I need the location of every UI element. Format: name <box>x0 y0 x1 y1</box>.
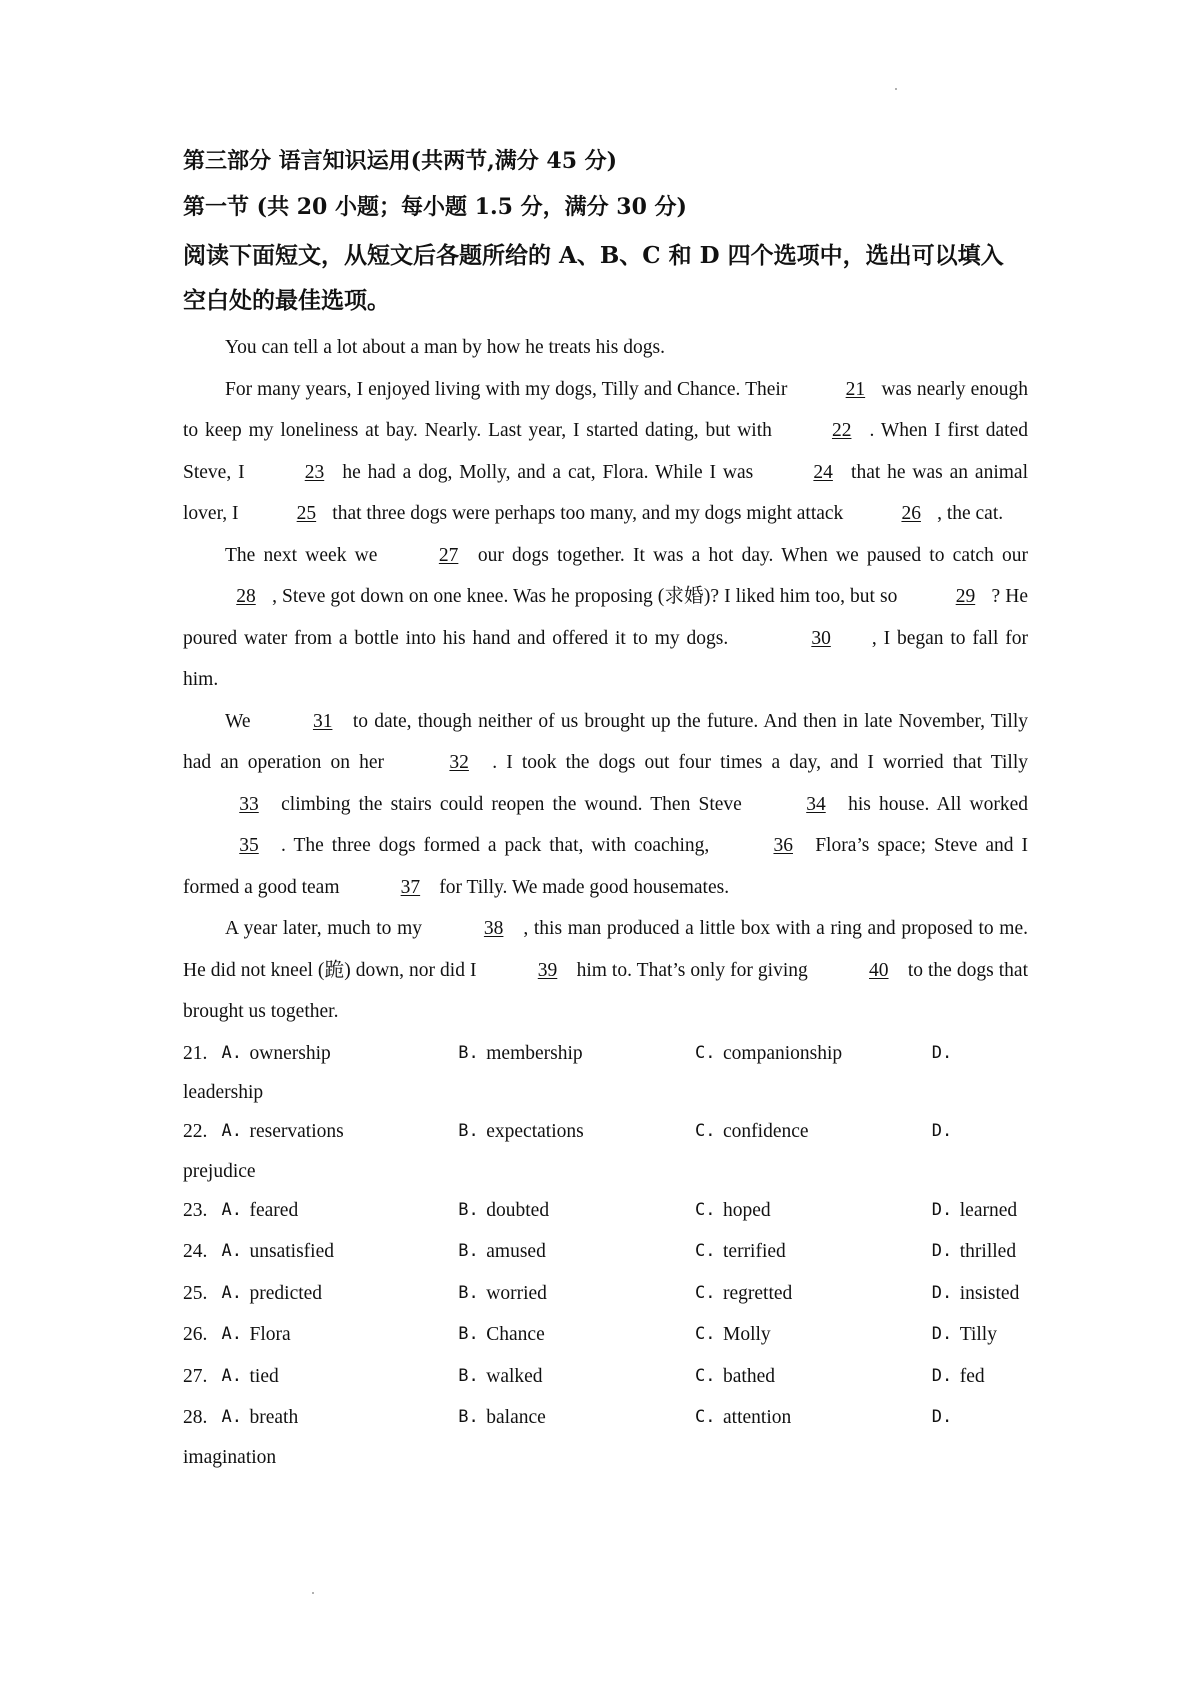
section-heading: 第一节 (共 20 小题；每小题 1.5 分，满分 30 分) <box>183 194 687 220</box>
question-row <box>183 1033 1028 1075</box>
blank-33: 33 <box>239 793 259 815</box>
option-text: bathed <box>723 1365 775 1387</box>
option-text: fed <box>959 1365 985 1387</box>
option-letter: C. <box>695 1199 716 1220</box>
blank-34: 34 <box>806 793 826 815</box>
option-text: companionship <box>723 1042 843 1064</box>
blank-21: 21 <box>845 378 866 400</box>
passage-text: was nearly enough to keep my loneliness at bay. Nearly. Last year, I started dating, but with <box>183 378 1028 441</box>
blank-23: 23 <box>304 461 325 483</box>
passage-text: to date, though neither of us brought up the future. And then in late November, Tilly had an operation on her <box>183 710 1029 773</box>
option-c[interactable] <box>695 1273 932 1315</box>
blank-27: 27 <box>438 544 459 566</box>
passage-text: that he was an animal lover, I <box>183 461 1028 524</box>
option-text: breath <box>249 1407 299 1428</box>
option-d-wrapped-text[interactable]: leadership <box>183 1082 264 1103</box>
paragraph-2 <box>183 369 1028 535</box>
question-row <box>183 1111 1028 1153</box>
blank-24: 24 <box>813 461 833 483</box>
option-text: membership <box>486 1042 583 1064</box>
option-letter: B. <box>458 1365 479 1386</box>
option-b[interactable] <box>458 1111 695 1153</box>
option-text: unsatisfied <box>249 1241 334 1262</box>
question-number: 27. <box>183 1365 208 1387</box>
option-a[interactable] <box>222 1273 459 1315</box>
option-letter: C. <box>695 1282 716 1303</box>
option-c[interactable] <box>695 1397 932 1439</box>
option-text: predicted <box>249 1282 323 1304</box>
option-text: Tilly <box>959 1324 997 1345</box>
blank-36: 36 <box>773 835 793 856</box>
option-c[interactable] <box>695 1314 932 1356</box>
option-d[interactable] <box>932 1273 1028 1315</box>
question-row <box>183 1397 1028 1439</box>
option-letter: B. <box>458 1241 479 1261</box>
option-letter: A. <box>221 1365 242 1386</box>
option-d[interactable] <box>932 1314 1028 1356</box>
option-text: feared <box>249 1199 299 1221</box>
option-letter: C. <box>695 1407 716 1427</box>
option-c[interactable] <box>695 1111 932 1153</box>
passage-text: , this man produced a little box with a ring and proposed to me. He did not kneel (跪) down, nor did I <box>183 918 1028 981</box>
option-a[interactable] <box>222 1190 459 1232</box>
option-text: insisted <box>959 1282 1020 1304</box>
option-d-wrapped-text[interactable]: imagination <box>183 1446 277 1468</box>
question-row <box>183 1190 1028 1232</box>
question-number: 28. <box>183 1407 208 1428</box>
option-letter: A. <box>221 1407 242 1427</box>
passage-text: , I began to fall for him. <box>183 627 1028 690</box>
blank-26: 26 <box>901 503 921 524</box>
passage-text: him to. That’s only for giving <box>571 959 813 981</box>
option-letter: C. <box>695 1365 716 1386</box>
option-letter: C. <box>695 1324 716 1344</box>
question-row <box>183 1356 1028 1398</box>
passage-text: for Tilly. We made good housemates. <box>434 876 730 898</box>
option-text: amused <box>486 1241 546 1262</box>
question-number: 21. <box>183 1042 208 1064</box>
option-letter: B. <box>458 1324 479 1344</box>
option-b[interactable] <box>458 1190 695 1232</box>
option-a[interactable] <box>222 1356 459 1398</box>
page-content <box>183 145 1028 1476</box>
option-text: balance <box>486 1407 546 1428</box>
option-letter: A. <box>221 1282 242 1303</box>
option-letter: D. <box>931 1324 953 1344</box>
blank-31: 31 <box>312 710 333 732</box>
option-a[interactable] <box>222 1033 459 1075</box>
blank-29: 29 <box>955 586 976 607</box>
option-b[interactable] <box>458 1273 695 1315</box>
passage-text: A year later, much to my <box>225 918 428 939</box>
passage-text: . The three dogs formed a pack that, with coaching, <box>273 835 718 856</box>
passage-text: Flora’s space; Steve and I formed a good team <box>183 835 1028 898</box>
passage-text: . I took the dogs out four times a day, and I worried that Tilly <box>483 752 1028 773</box>
option-d[interactable] <box>932 1033 1028 1075</box>
option-letter: B. <box>458 1199 479 1220</box>
passage-text: he had a dog, Molly, and a cat, Flora. While I was <box>335 461 761 483</box>
instruction-line-2: 空白处的最佳选项。 <box>183 287 390 314</box>
option-text: expectations <box>486 1121 584 1142</box>
option-d-wrapped-text[interactable]: prejudice <box>183 1160 256 1182</box>
option-letter: C. <box>695 1241 716 1261</box>
passage-text: that three dogs were perhaps too many, and my dogs might attack <box>327 503 849 524</box>
option-letter: A. <box>221 1241 242 1261</box>
option-c[interactable] <box>695 1231 932 1273</box>
option-text: tied <box>249 1365 279 1387</box>
paragraph-5 <box>183 908 1028 1033</box>
option-letter: B. <box>458 1407 479 1427</box>
option-text: doubted <box>486 1199 550 1221</box>
option-b[interactable] <box>458 1356 695 1398</box>
option-text: regretted <box>723 1282 793 1304</box>
option-letter: D. <box>931 1282 953 1303</box>
option-a[interactable] <box>222 1111 459 1153</box>
passage-text: , Steve got down on one knee. Was he proposing (求婚)? I liked him too, but so <box>267 586 903 607</box>
option-letter: B. <box>458 1121 479 1141</box>
question-number: 26. <box>183 1324 208 1345</box>
blank-39: 39 <box>537 959 558 981</box>
passage-text: our dogs together. It was a hot day. When we paused to catch our <box>469 544 1028 566</box>
option-text: ownership <box>249 1042 331 1064</box>
option-letter: A. <box>221 1042 242 1063</box>
cloze-passage <box>183 327 1028 1033</box>
option-d[interactable] <box>932 1356 1028 1398</box>
question-number: 22. <box>183 1121 208 1142</box>
option-text: learned <box>959 1199 1018 1221</box>
part-heading: 第三部分 语言知识运用(共两节,满分 45 分) <box>183 148 618 174</box>
option-d[interactable] <box>932 1397 1028 1439</box>
option-b[interactable] <box>458 1314 695 1356</box>
option-c[interactable] <box>695 1033 932 1075</box>
blank-30: 30 <box>811 627 831 649</box>
option-a[interactable] <box>222 1314 459 1356</box>
option-text: walked <box>486 1365 543 1387</box>
option-c[interactable] <box>695 1190 932 1232</box>
passage-text: ? He poured water from a bottle into his hand and offered it to my dogs. <box>183 586 1028 649</box>
option-c[interactable] <box>695 1356 932 1398</box>
passage-text: The next week we <box>225 544 386 566</box>
question-row <box>183 1273 1028 1315</box>
option-letter: C. <box>695 1042 716 1063</box>
option-b[interactable] <box>458 1397 695 1439</box>
option-text: reservations <box>249 1121 344 1142</box>
question-number: 25. <box>183 1282 208 1304</box>
passage-text: For many years, I enjoyed living with my dogs, Tilly and Chance. Their <box>225 378 793 400</box>
paragraph-1: You can tell a lot about a man by how he treats his dogs. <box>225 337 665 358</box>
passage-text: , the cat. <box>932 503 1004 524</box>
blank-28: 28 <box>236 586 256 607</box>
option-d[interactable] <box>932 1190 1028 1232</box>
blank-38: 38 <box>483 918 504 939</box>
blank-35: 35 <box>239 835 259 856</box>
option-text: thrilled <box>959 1241 1017 1262</box>
option-letter: D. <box>931 1241 953 1261</box>
option-letter: D. <box>931 1365 953 1386</box>
instruction-line-1: 阅读下面短文，从短文后各题所给的 A、B、C 和 D 四个选项中，选出可以填入 <box>183 242 1004 269</box>
option-letter: A. <box>221 1324 242 1344</box>
blank-40: 40 <box>869 959 889 981</box>
option-letter: D. <box>931 1407 953 1427</box>
question-row <box>183 1314 1028 1356</box>
scan-speck <box>895 88 897 90</box>
option-letter: C. <box>695 1121 716 1141</box>
blank-22: 22 <box>831 420 852 441</box>
option-d[interactable] <box>932 1111 1028 1153</box>
option-text: attention <box>723 1407 792 1428</box>
option-letter: A. <box>221 1199 242 1220</box>
option-text: worried <box>486 1282 547 1304</box>
option-b[interactable] <box>458 1231 695 1273</box>
blank-25: 25 <box>296 503 317 524</box>
option-text: confidence <box>723 1121 809 1142</box>
blank-32: 32 <box>449 752 469 773</box>
passage-text: . When I first dated Steve, I <box>183 420 1028 483</box>
question-options-list <box>183 1033 1028 1476</box>
option-b[interactable] <box>458 1033 695 1075</box>
option-letter: B. <box>458 1042 479 1063</box>
scan-speck <box>312 1592 314 1594</box>
passage-text: climbing the stairs could reopen the wound. Then Steve <box>273 793 750 815</box>
paragraph-3 <box>183 535 1028 701</box>
option-letter: B. <box>458 1282 479 1303</box>
passage-text: We <box>225 710 257 732</box>
option-d[interactable] <box>932 1231 1028 1273</box>
option-text: Flora <box>249 1324 291 1345</box>
option-letter: D. <box>931 1042 953 1063</box>
question-number: 23. <box>183 1199 208 1221</box>
question-row <box>183 1231 1028 1273</box>
paragraph-4 <box>183 701 1028 909</box>
option-letter: D. <box>931 1199 953 1220</box>
passage-text: his house. All worked <box>839 793 1028 815</box>
option-a[interactable] <box>222 1397 459 1439</box>
question-number: 24. <box>183 1241 208 1262</box>
option-text: Molly <box>723 1324 771 1345</box>
option-letter: D. <box>931 1121 953 1141</box>
option-text: hoped <box>723 1199 771 1221</box>
option-text: terrified <box>723 1241 786 1262</box>
passage-text: to the dogs that brought us together. <box>183 959 1028 1022</box>
option-a[interactable] <box>222 1231 459 1273</box>
option-text: Chance <box>486 1324 545 1345</box>
blank-37: 37 <box>400 876 421 898</box>
option-letter: A. <box>221 1121 242 1141</box>
